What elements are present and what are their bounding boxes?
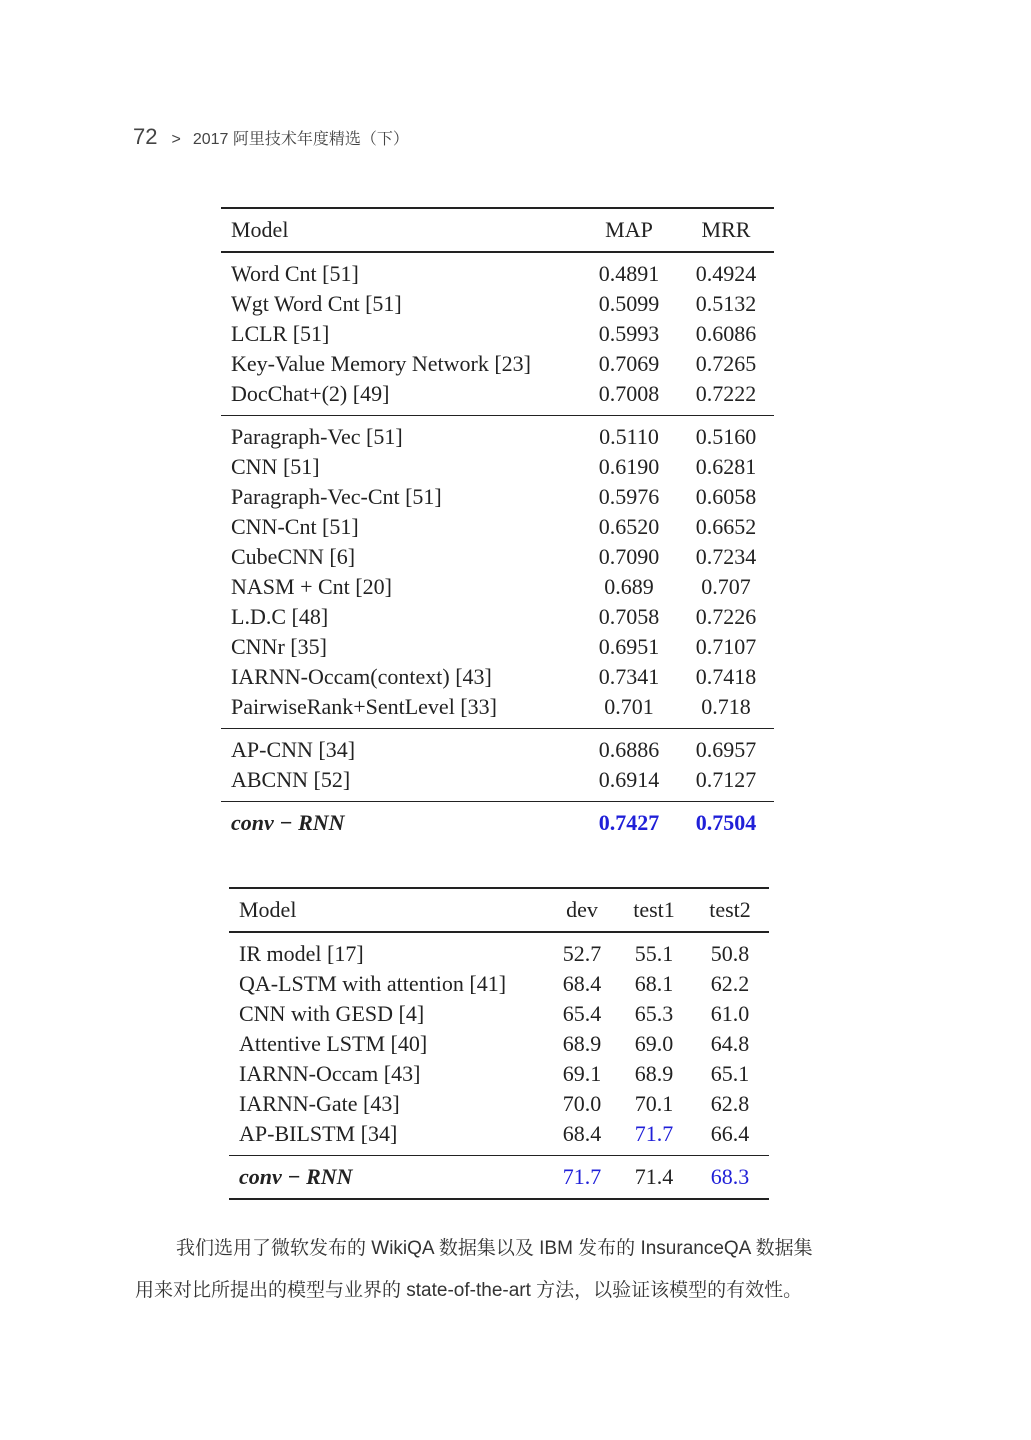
value-cell: 0.5110 (599, 424, 659, 449)
value-cell: 50.8 (710, 941, 750, 966)
insuranceqa-results-table (229, 887, 769, 1200)
value-cell: 0.7418 (695, 664, 757, 689)
book-title: 2017 阿里技术年度精选（下） (192, 131, 409, 148)
value-cell: 0.7090 (598, 544, 660, 569)
table-row (229, 1156, 769, 1200)
value-cell: 62.8 (710, 1091, 750, 1116)
table-row (221, 289, 774, 319)
value-cell: 68.4 (562, 1121, 602, 1146)
model-name-cell: CNN [51] (231, 454, 320, 479)
value-cell: 65.3 (634, 1001, 674, 1026)
value-cell: 0.7127 (695, 767, 757, 792)
row-group (221, 802, 774, 845)
model-name-cell: conv − RNN (231, 810, 345, 835)
value-cell: 0.7341 (598, 664, 660, 689)
paragraph-line: 用来对比所提出的模型与业界的 state-of-the-art 方法，以验证该模型的有效性。 (135, 1280, 803, 1301)
value-cell: 0.6190 (598, 454, 660, 479)
model-name-cell: NASM + Cnt [20] (231, 574, 392, 599)
value-cell: 68.4 (562, 971, 602, 996)
value-cell: 0.6281 (695, 454, 757, 479)
table-row (221, 802, 774, 845)
value-cell: 0.7504 (695, 810, 757, 835)
model-name-cell: CNN-Cnt [51] (231, 514, 359, 539)
value-cell: 0.6951 (598, 634, 660, 659)
body-paragraph (135, 1228, 895, 1312)
table-row (229, 932, 769, 969)
table-row (229, 999, 769, 1029)
value-cell: 0.5132 (695, 291, 757, 316)
value-cell: 0.7008 (598, 381, 660, 406)
model-name-cell: QA-LSTM with attention [41] (239, 971, 507, 996)
value-cell: 0.6886 (598, 737, 660, 762)
model-name-cell: CNNr [35] (231, 634, 327, 659)
model-name-cell: LCLR [51] (231, 321, 330, 346)
value-cell: 0.6652 (695, 514, 757, 539)
row-group (221, 416, 774, 729)
model-name-cell: AP-BILSTM [34] (239, 1121, 398, 1146)
table-row (221, 765, 774, 802)
paragraph-line: 我们选用了微软发布的 WikiQA 数据集以及 IBM 发布的 InsuranceQA 数据集 (176, 1238, 813, 1259)
column-header: dev (566, 897, 598, 922)
model-name-cell: DocChat+(2) [49] (231, 381, 390, 406)
table-row (221, 692, 774, 729)
column-header: MRR (701, 217, 751, 242)
value-cell: 0.7222 (695, 381, 757, 406)
value-cell: 0.6957 (695, 737, 757, 762)
model-name-cell: ABCNN [52] (231, 767, 351, 792)
table-row (221, 632, 774, 662)
value-cell: 69.1 (562, 1061, 602, 1086)
model-name-cell: IARNN-Gate [43] (239, 1091, 400, 1116)
model-name-cell: CNN with GESD [4] (239, 1001, 425, 1026)
value-cell: 0.5993 (598, 321, 660, 346)
column-header: Model (239, 897, 297, 922)
page-number: 72 (133, 124, 158, 149)
value-cell: 71.7 (562, 1164, 602, 1189)
value-cell: 0.7058 (598, 604, 660, 629)
table-row (221, 452, 774, 482)
row-group (221, 729, 774, 802)
value-cell: 64.8 (710, 1031, 750, 1056)
value-cell: 0.701 (604, 694, 654, 719)
value-cell: 0.6058 (695, 484, 757, 509)
value-cell: 0.7234 (695, 544, 757, 569)
table-row (221, 252, 774, 289)
value-cell: 69.0 (634, 1031, 674, 1056)
value-cell: 0.5160 (695, 424, 757, 449)
model-name-cell: Attentive LSTM [40] (239, 1031, 428, 1056)
table-row (229, 1059, 769, 1089)
value-cell: 65.4 (562, 1001, 602, 1026)
table-header-row (229, 888, 769, 932)
column-header: test1 (633, 897, 675, 922)
table-row (221, 379, 774, 416)
model-name-cell: Key-Value Memory Network [23] (231, 351, 531, 376)
header-separator: > (171, 131, 181, 148)
value-cell: 52.7 (562, 941, 602, 966)
value-cell: 0.7427 (598, 810, 660, 835)
model-name-cell: IARNN-Occam [43] (239, 1061, 421, 1086)
value-cell: 0.7226 (695, 604, 757, 629)
value-cell: 0.6914 (598, 767, 660, 792)
value-cell: 0.5976 (598, 484, 660, 509)
value-cell: 70.1 (634, 1091, 674, 1116)
table-row (221, 482, 774, 512)
table-row (221, 662, 774, 692)
value-cell: 0.689 (604, 574, 654, 599)
column-header: test2 (709, 897, 751, 922)
value-cell: 0.7107 (695, 634, 757, 659)
value-cell: 0.707 (701, 574, 751, 599)
model-name-cell: Paragraph-Vec-Cnt [51] (231, 484, 442, 509)
model-name-cell: conv − RNN (239, 1164, 353, 1189)
value-cell: 0.5099 (598, 291, 660, 316)
value-cell: 65.1 (710, 1061, 750, 1086)
column-header: Model (231, 217, 289, 242)
table-header-row (221, 208, 774, 252)
value-cell: 0.7265 (695, 351, 757, 376)
row-group (221, 252, 774, 416)
table-row (221, 416, 774, 453)
table-row (221, 512, 774, 542)
table-row (229, 1119, 769, 1156)
value-cell: 68.9 (634, 1061, 674, 1086)
value-cell: 55.1 (634, 941, 674, 966)
table-row (221, 572, 774, 602)
table-row (221, 319, 774, 349)
wikiqa-results-table (221, 207, 774, 844)
value-cell: 71.4 (634, 1164, 674, 1189)
value-cell: 70.0 (562, 1091, 602, 1116)
value-cell: 71.7 (634, 1121, 674, 1146)
value-cell: 68.1 (634, 971, 674, 996)
row-group (229, 1156, 769, 1200)
value-cell: 0.4924 (695, 261, 757, 286)
model-name-cell: PairwiseRank+SentLevel [33] (231, 694, 497, 719)
table-row (221, 542, 774, 572)
table-row (229, 969, 769, 999)
model-name-cell: IARNN-Occam(context) [43] (231, 664, 492, 689)
value-cell: 62.2 (710, 971, 750, 996)
model-name-cell: CubeCNN [6] (231, 544, 356, 569)
column-header: MAP (605, 217, 653, 242)
value-cell: 0.6520 (598, 514, 660, 539)
table-row (221, 349, 774, 379)
model-name-cell: L.D.C [48] (231, 604, 329, 629)
model-name-cell: Wgt Word Cnt [51] (231, 291, 402, 316)
value-cell: 61.0 (710, 1001, 750, 1026)
value-cell: 0.718 (701, 694, 751, 719)
table-row (229, 1089, 769, 1119)
model-name-cell: Paragraph-Vec [51] (231, 424, 403, 449)
value-cell: 66.4 (710, 1121, 750, 1146)
table-row (229, 1029, 769, 1059)
value-cell: 68.3 (710, 1164, 750, 1189)
value-cell: 0.6086 (695, 321, 757, 346)
value-cell: 0.4891 (598, 261, 660, 286)
value-cell: 68.9 (562, 1031, 602, 1056)
value-cell: 0.7069 (598, 351, 660, 376)
table-row (221, 729, 774, 766)
row-group (229, 932, 769, 1156)
table-row (221, 602, 774, 632)
model-name-cell: AP-CNN [34] (231, 737, 356, 762)
page-header (133, 124, 409, 150)
model-name-cell: IR model [17] (239, 941, 364, 966)
model-name-cell: Word Cnt [51] (231, 261, 359, 286)
